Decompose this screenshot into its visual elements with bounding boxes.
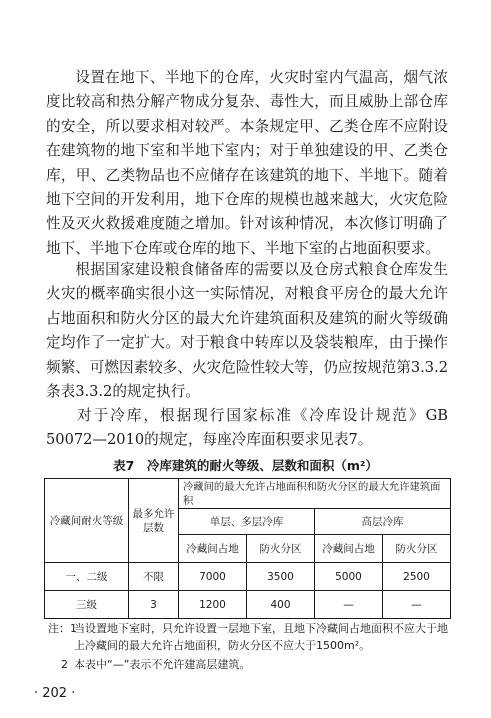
header-max-floors: 最多允许层数: [129, 479, 179, 563]
cell-floors: 不限: [129, 563, 179, 591]
paragraph-cold-storage: [46, 404, 448, 453]
table-caption: 表7 冷库建筑的耐火等级、层数和面积（m²）: [113, 458, 378, 473]
header-group-high: 高层冷库: [315, 509, 451, 535]
note-2-text: 本表中“—”表示不允许建高层建筑。: [74, 658, 251, 671]
cell-low-area: 7000: [179, 563, 247, 591]
cold-storage-table: [44, 478, 451, 619]
table-note-1: [48, 620, 450, 654]
table-row: [45, 591, 451, 619]
page-number: · 202 ·: [34, 686, 76, 701]
header-high-zone: 防火分区: [383, 535, 451, 563]
cell-high-area: 5000: [315, 563, 383, 591]
header-low-zone: 防火分区: [247, 535, 315, 563]
paragraph-text: 对于冷库，根据现行国家标准《冷库设计规范》GB 50072—2010的规定，每座冷库面积要求见表7。: [46, 407, 448, 449]
cell-floors: 3: [129, 591, 179, 619]
note-2-label: 2: [61, 658, 68, 671]
table-note-2: [61, 656, 450, 673]
cell-high-zone: —: [383, 591, 451, 619]
paragraph-grain-warehouse: [46, 258, 448, 404]
note-prefix: 注：1: [48, 622, 77, 635]
paragraph-text: 根据国家建设粮食储备库的需要以及仓房式粮食仓库发生火灾的概率确实很小这一实际情况，对粮食平房仓的最大允许占地面积和防火分区的最大允许建筑面积及建筑的耐火等级确定均作了一定扩大。对于粮食中转库以及袋装粮库，由于操作频繁、可燃因素较多、火灾危险性较大等，仍应按规范第3.3.2条表3.3.2的规定执行。: [46, 261, 448, 401]
header-low-area: 冷藏间占地: [179, 535, 247, 563]
header-span-title: 冷藏间的最大允许占地面积和防火分区的最大允许建筑面积: [179, 479, 451, 509]
cell-low-area: 1200: [179, 591, 247, 619]
paragraph-text: 设置在地下、半地下的仓库，火灾时室内气温高，烟气浓度比较高和热分解产物成分复杂、毒性大，而且威胁上部仓库的安全，所以要求相对较严。本条规定甲、乙类仓库不应附设在建筑物的地下室和半地下室内；对于单独建设的甲、乙类仓库，甲、乙类物品也不应储存在该建筑的地下、半地下。随着地下空间的开发利用，地下仓库的规模也越来越大，火灾危险性及灭火救援难度随之增加。针对该种情况，本次修订明确了地下、半地下仓库或仓库的地下、半地下室的占地面积要求。: [46, 69, 448, 257]
paragraph-underground-warehouse: [46, 66, 448, 261]
header-high-area: 冷藏间占地: [315, 535, 383, 563]
cell-low-zone: 3500: [247, 563, 315, 591]
note-1-text: 当设置地下室时，只允许设置一层地下室，且地下冷藏间占地面积不应大于地上冷藏间的最大允许占地面积，防火分区不应大于1500m²。: [74, 622, 448, 652]
cell-low-zone: 400: [247, 591, 315, 619]
cell-high-area: —: [315, 591, 383, 619]
cell-rating: 三级: [45, 591, 129, 619]
header-group-low: 单层、多层冷库: [179, 509, 315, 535]
cell-rating: 一、二级: [45, 563, 129, 591]
header-fire-rating: 冷藏间耐火等级: [45, 479, 129, 563]
cell-high-zone: 2500: [383, 563, 451, 591]
table-row: [45, 563, 451, 591]
